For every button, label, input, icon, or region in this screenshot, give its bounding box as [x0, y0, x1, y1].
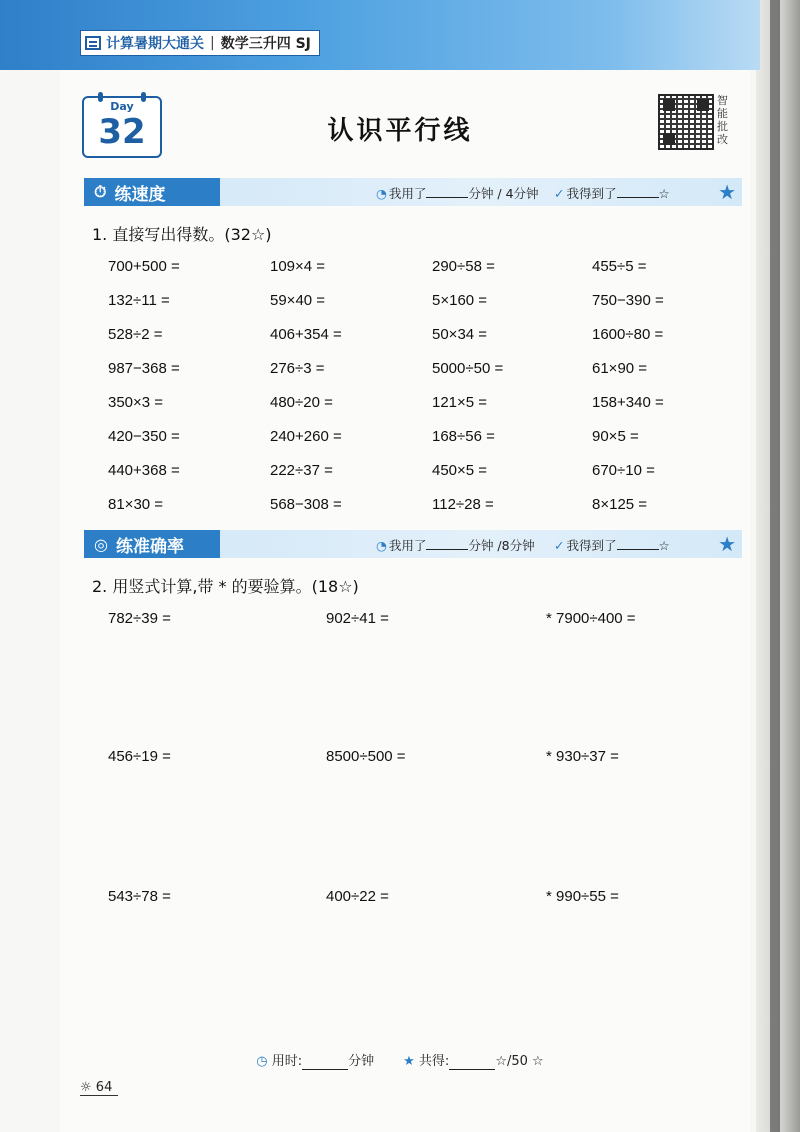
q1-problem: 132÷11 =	[108, 292, 170, 309]
accuracy-tab	[84, 530, 220, 558]
accuracy-tab-label: 练准确率	[115, 536, 184, 557]
q1-problem: 5×160 =	[432, 292, 488, 309]
page-title: 认识平行线	[327, 116, 473, 146]
q1-problem: 109×4 =	[270, 258, 326, 275]
q1-problem: 420−350 =	[108, 428, 180, 445]
clock-icon: ◔	[376, 186, 387, 201]
clock-icon: ◔	[376, 538, 387, 553]
q1-problem: 112÷28 =	[432, 496, 494, 513]
q1-heading: 1. 直接写出得数。(32☆)	[92, 225, 272, 244]
star-icon: ★	[403, 1054, 415, 1069]
q1-problem: 8×125 =	[592, 496, 648, 513]
q2-problem: * 990÷55 =	[546, 888, 619, 905]
target-icon: ◎	[94, 534, 108, 554]
stars-blank[interactable]	[617, 539, 659, 550]
page-number: ☼ 64	[80, 1080, 118, 1096]
q1-problem: 700+500 =	[108, 258, 180, 275]
stars-blank[interactable]	[617, 187, 659, 198]
day-label: Day	[110, 100, 134, 113]
q2-problem: 456÷19 =	[108, 748, 171, 765]
q1-problem: 240+260 =	[270, 428, 342, 445]
q1-problem: 450×5 =	[432, 462, 488, 479]
footer-summary: ◷ 用时: 分钟 ★ 共得: ☆/50 ☆	[256, 1054, 544, 1069]
q1-problem: 568−308 =	[270, 496, 342, 513]
q1-problem: 81×30 =	[108, 496, 164, 513]
series-name: 计算暑期大通关	[106, 36, 204, 52]
book-icon	[85, 36, 101, 50]
sun-icon: ☼	[80, 1080, 92, 1095]
q1-problem: 350×3 =	[108, 394, 164, 411]
q2-heading: 2. 用竖式计算,带 * 的要验算。(18☆)	[92, 577, 359, 596]
time-blank[interactable]	[426, 187, 468, 198]
q2-problem: 543÷78 =	[108, 888, 171, 905]
speed-section-bar	[84, 178, 742, 206]
q1-problem: 61×90 =	[592, 360, 648, 377]
speed-tab-label: 练速度	[114, 184, 166, 205]
q2-problem: * 930÷37 =	[546, 748, 619, 765]
qr-code-icon	[658, 94, 714, 150]
q1-problem: 987−368 =	[108, 360, 180, 377]
accuracy-section-bar	[84, 530, 742, 558]
q1-problem: 121×5 =	[432, 394, 488, 411]
check-icon: ✓	[554, 538, 565, 553]
accuracy-stars-got: ✓ 我得到了 ☆	[554, 538, 670, 553]
q1-problem: 528÷2 =	[108, 326, 163, 343]
q1-problem: 158+340 =	[592, 394, 664, 411]
q1-problem: 290÷58 =	[432, 258, 495, 275]
accuracy-time-used: ◔ 我用了 分钟 /8分钟	[376, 538, 535, 553]
q1-problem: 90×5 =	[592, 428, 639, 445]
q1-problem: 440+368 =	[108, 462, 180, 479]
q1-problem: 276÷3 =	[270, 360, 325, 377]
series-label	[80, 30, 320, 56]
total-time-blank[interactable]	[302, 1054, 348, 1070]
q1-problem: 1600÷80 =	[592, 326, 664, 343]
day-number: 32	[98, 112, 146, 152]
q1-problem: 455÷5 =	[592, 258, 647, 275]
q1-problem: 50×34 =	[432, 326, 488, 343]
page-edge	[756, 0, 800, 1132]
series-grade: 数学三升四 SJ	[220, 36, 311, 52]
q2-problem: 902÷41 =	[326, 610, 389, 627]
speed-time-used: ◔ 我用了 分钟 / 4分钟	[376, 186, 539, 201]
speed-stars-got: ✓ 我得到了 ☆	[554, 186, 670, 201]
speed-tab	[84, 178, 220, 206]
q2-problem: 400÷22 =	[326, 888, 389, 905]
check-icon: ✓	[554, 186, 565, 201]
q1-problem: 670÷10 =	[592, 462, 655, 479]
q1-problem: 222÷37 =	[270, 462, 333, 479]
q1-problem: 750−390 =	[592, 292, 664, 309]
series-separator: |	[210, 35, 215, 51]
stopwatch-icon: ⏱	[94, 182, 107, 201]
star-icon: ★	[718, 532, 736, 556]
q1-problem: 59×40 =	[270, 292, 326, 309]
qr-caption: 智能批改	[717, 94, 728, 146]
timer-icon: ◷	[256, 1054, 268, 1069]
q1-problem: 168÷56 =	[432, 428, 495, 445]
star-icon: ★	[718, 180, 736, 204]
q1-problem: 406+354 =	[270, 326, 342, 343]
q2-problem: 8500÷500 =	[326, 748, 406, 765]
time-blank[interactable]	[426, 539, 468, 550]
q1-problem: 480÷20 =	[270, 394, 333, 411]
q2-problem: * 7900÷400 =	[546, 610, 636, 627]
total-stars-blank[interactable]	[449, 1054, 495, 1070]
q1-problem: 5000÷50 =	[432, 360, 504, 377]
q2-problem: 782÷39 =	[108, 610, 171, 627]
